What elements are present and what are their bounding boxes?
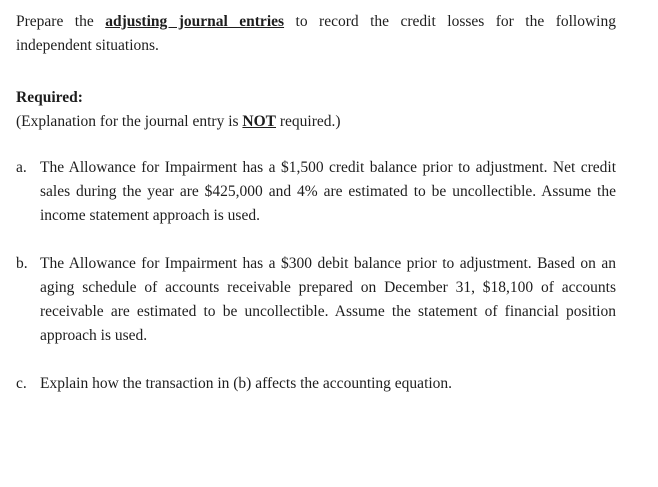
explanation-note bbox=[16, 112, 341, 132]
list-item-marker: b. bbox=[16, 255, 28, 272]
instructions-line-1 bbox=[16, 10, 616, 34]
list-item-marker: c. bbox=[16, 375, 27, 392]
list-item-marker: a. bbox=[16, 159, 27, 176]
instructions-paragraph bbox=[16, 10, 616, 58]
list-item-c bbox=[16, 372, 616, 396]
instructions-text-before: Prepare the bbox=[16, 13, 106, 30]
list-item-b bbox=[16, 252, 616, 348]
list-item-text: Explain how the transaction in (b) affects the accounting equation. bbox=[40, 375, 453, 392]
explanation-before: (Explanation for the journal entry is bbox=[16, 113, 243, 130]
instructions-line-2: independent situations. bbox=[16, 37, 159, 54]
explanation-after: required.) bbox=[276, 113, 341, 130]
list-item-a bbox=[16, 156, 616, 228]
required-heading: Required: bbox=[16, 89, 83, 106]
instructions-emphasis: adjusting journal entries bbox=[105, 13, 285, 30]
explanation-emphasis: NOT bbox=[242, 113, 277, 130]
list-item-text: The Allowance for Impairment has a $300 debit balance prior to adjustment. Based on an aging schedule of accounts receivable prepared on December 31, $18,100 of accounts receivable are estimated to be uncollectible. Assume the statement of financial position approach is used. bbox=[40, 255, 616, 344]
instructions-text-after: to record the credit losses for the following bbox=[284, 13, 616, 30]
list-item-text: The Allowance for Impairment has a $1,500 credit balance prior to adjustment. Net credit sales during the year are $425,000 and 4% are estimated to be uncollectible. Assume the income statement approach is used. bbox=[40, 159, 616, 224]
